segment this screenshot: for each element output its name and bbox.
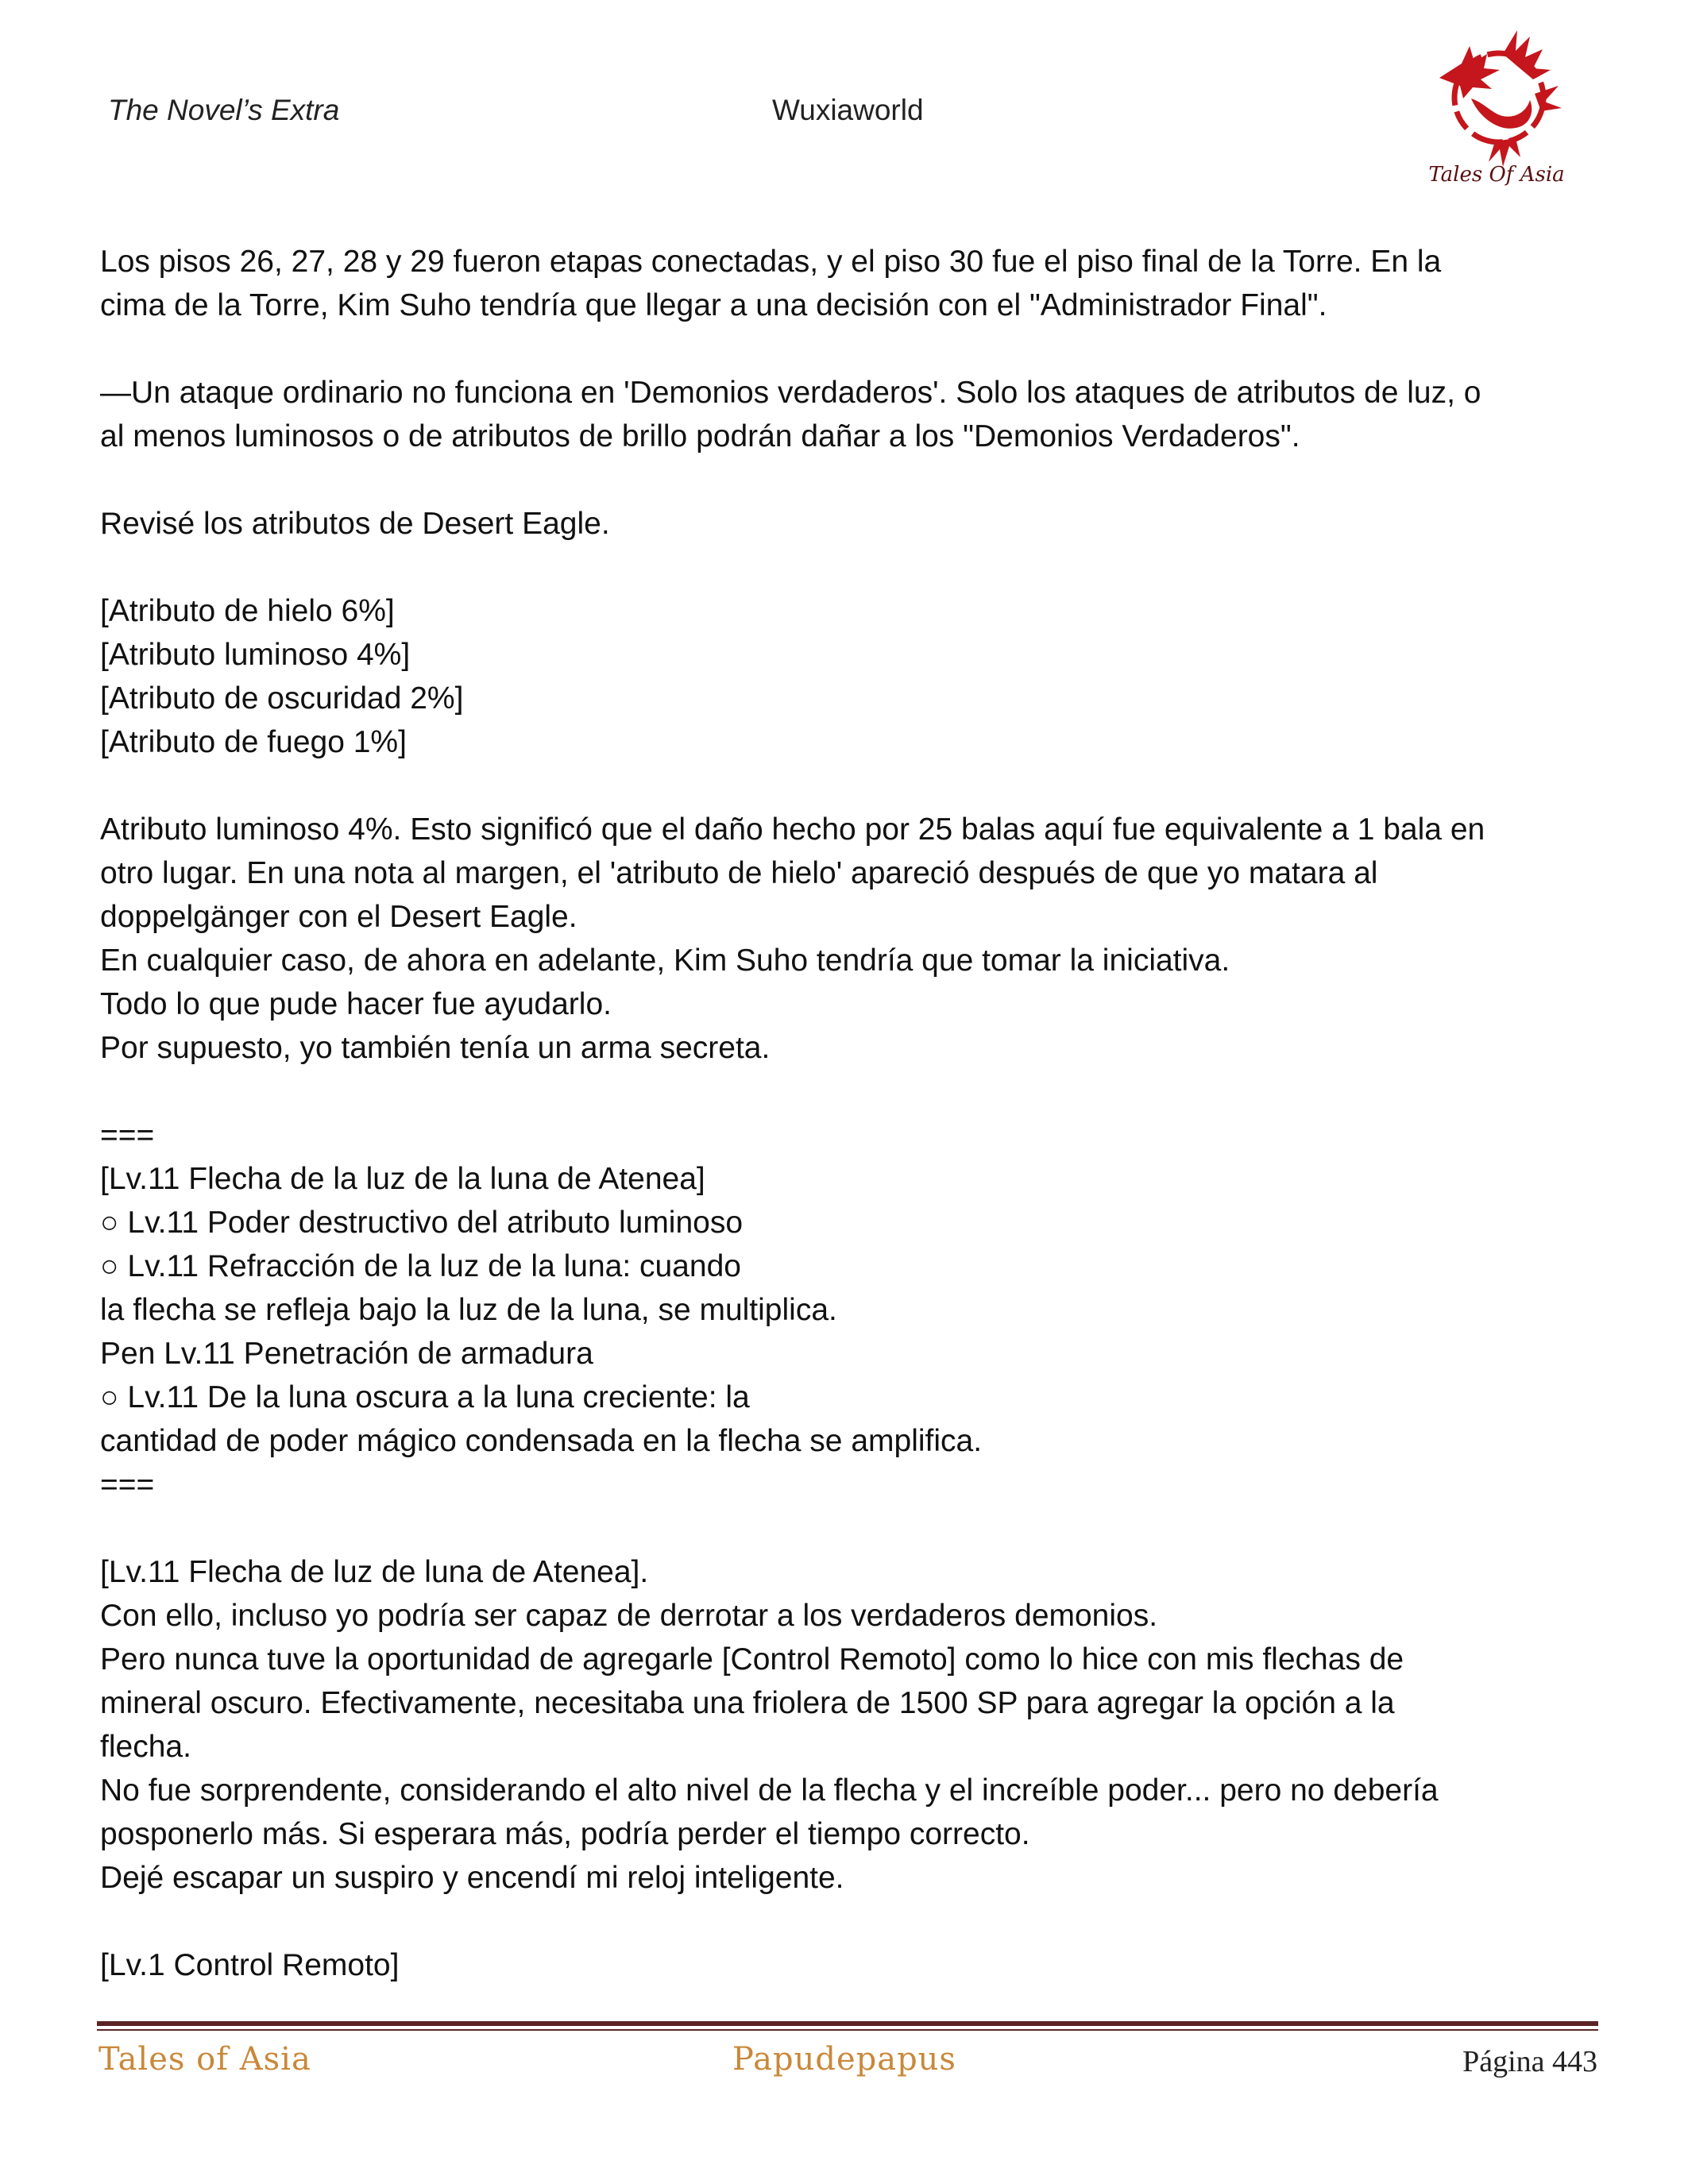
header-book-title: The Novel’s Extra <box>108 94 340 126</box>
attribute-list: [Atributo de hielo 6%] [Atributo luminoso 4%] [Atributo de oscuridad 2%] [Atributo de fuego 1%] <box>100 594 464 759</box>
paragraph: Atributo luminoso 4%. Esto significó que el daño hecho por 25 balas aquí fue equivalente a 1 bala en otro lugar. En una nota al margen, el 'atributo de hielo' apareció después de que yo matara al doppelgänger con el Desert Eagle. En cualquier caso, de ahora en adelante, Kim Suho tendría que tomar la iniciativa. Todo lo que pude hacer fue ayudarlo. Por supuesto, yo también tenía un arma secreta. <box>100 812 1485 1065</box>
footer-publisher: Tales of Asia <box>98 2041 311 2078</box>
paragraph: Los pisos 26, 27, 28 y 29 fueron etapas conectadas, y el piso 30 fue el piso final de la Torre. En la cima de la Torre, Kim Suho tendría que llegar a una decisión con el "Administrador Final". <box>100 245 1442 322</box>
paragraph: [Lv.11 Flecha de luz de luna de Atenea]. Con ello, incluso yo podría ser capaz de derrotar a los verdaderos demonios. Pero nunca tuve la oportunidad de agregarle [Control Remoto] como lo hice con mis flechas de mineral oscuro. Efectivamente, necesitaba una friolera de 1500 SP para agregar la opción a la flecha. No fue sorprendente, considerando el alto nivel de la flecha y el increíble poder... pero no debería posponerlo más. Si esperara más, podría perder el tiempo correcto. Dejé escapar un suspiro y encendí mi reloj inteligente. <box>100 1555 1439 1895</box>
footer-divider <box>97 2021 1598 2026</box>
page-number: Página 443 <box>1462 2045 1597 2078</box>
tales-of-asia-dragon-logo <box>1423 22 1566 189</box>
logo-text: Tales Of Asia <box>1428 163 1565 187</box>
skill-status-window: === [Lv.11 Flecha de la luz de la luna de Atenea] ○ Lv.11 Poder destructivo del atributo luminoso ○ Lv.11 Refracción de la luz de la luna: cuando la flecha se refleja bajo la luz de la luna, se multiplica. Pen Lv.11 Penetración de armadura ○ Lv.11 De la luna oscura a la luna creciente: la cantidad de poder mágico condensada en la flecha se amplifica. === <box>100 1118 983 1502</box>
chapter-body <box>100 240 1593 1987</box>
dragon-icon <box>1423 22 1566 189</box>
paragraph: —Un ataque ordinario no funciona en 'Demonios verdaderos'. Solo los ataques de atributos de luz, o al menos luminosos o de atributos de brillo podrán dañar a los "Demonios Verdaderos". <box>100 376 1481 453</box>
paragraph: [Lv.1 Control Remoto] <box>100 1948 400 1982</box>
header-site-name: Wuxiaworld <box>772 94 924 126</box>
footer-divider-thin <box>97 2029 1598 2031</box>
footer-translator: Papudepapus <box>732 2041 956 2078</box>
paragraph: Revisé los atributos de Desert Eagle. <box>100 507 610 541</box>
